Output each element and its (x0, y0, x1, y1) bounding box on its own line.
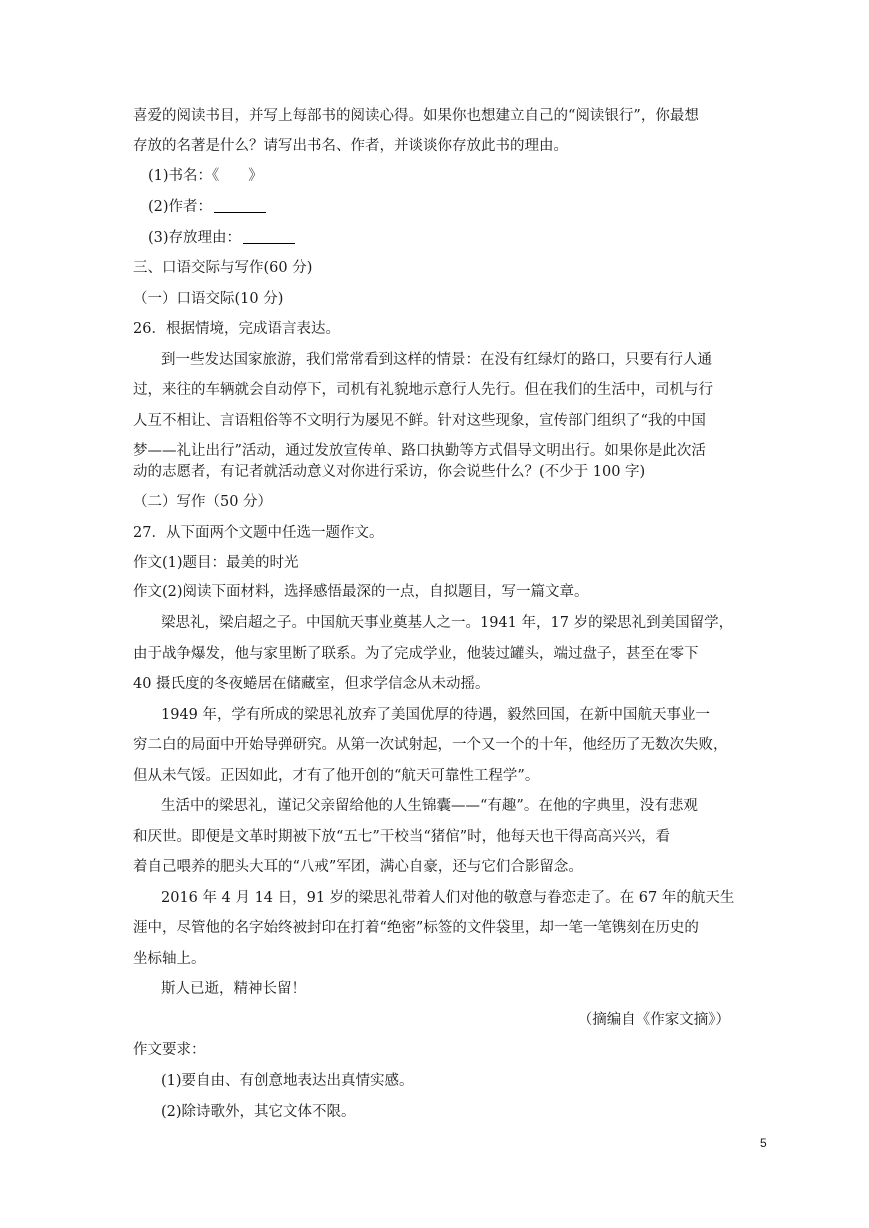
text-line: 着自己喂养的肥头大耳的“八戒”军团，满心自豪，还与它们合影留念。 (133, 859, 583, 875)
text-line: 动的志愿者，有记者就活动意义对你进行采访，你会说些什么？(不少于 100 字) (133, 464, 646, 480)
subsection-heading: （二）写作（50 分） (133, 494, 273, 510)
answer-blank[interactable] (214, 198, 266, 213)
source-citation: （摘编自《作家文摘》） (577, 1012, 730, 1028)
subsection-heading: （一）口语交际(10 分) (133, 291, 284, 307)
text-line: 由于战争爆发，他与家里断了联系。为了完成学业，他装过罐头，端过盘子，甚至在零下 (133, 646, 699, 662)
text-line: 穷二白的局面中开始导弹研究。从第一次试射起，一个又一个的十年，他经历了无数次失败， (133, 737, 728, 753)
requirements-heading: 作文要求： (133, 1042, 206, 1058)
text-line: (1)书名：《 》 (148, 168, 263, 184)
author-label: (2)作者： (148, 199, 213, 215)
text-line: 1949 年，学有所成的梁思礼放弃了美国优厚的待遇，毅然回国，在新中国航天事业一 (161, 707, 711, 723)
text-line: 存放的名著是什么？请写出书名、作者，并谈谈你存放此书的理由。 (133, 138, 568, 154)
text-line: 和厌世。即便是文革时期被下放“五七”干校当“猪倌”时，他每天也干得高高兴兴，看 (133, 829, 671, 845)
text-line (0, 197, 869, 217)
text-line: 作文(1)题目：最美的时光 (133, 555, 299, 571)
text-line: 2016 年 4 月 14 日，91 岁的梁思礼带着人们对他的敬意与眷恋走了。在 67 年的航天生 (161, 890, 735, 906)
answer-blank[interactable] (243, 229, 295, 244)
text-line: 喜爱的阅读书目，并写上每部书的阅读心得。如果你也想建立自己的“阅读银行”，你最想 (133, 108, 699, 124)
text-line: 涯中，尽管他的名字始终被封印在打着“绝密”标签的文件袋里，却一笔一笔镌刻在历史的 (133, 920, 699, 936)
requirement-item: (2)除诗歌外，其它文体不限。 (161, 1104, 356, 1120)
question-title: 26．根据情境，完成语言表达。 (133, 321, 340, 337)
text-line: 到一些发达国家旅游，我们常常看到这样的情景：在没有红绿灯的路口，只要有行人通 (161, 352, 712, 368)
text-line: 人互不相让、言语粗俗等不文明行为屡见不鲜。针对这些现象，宣传部门组织了“我的中国 (133, 413, 706, 429)
page-number: 5 (760, 1136, 767, 1150)
text-line: 过，来往的车辆就会自动停下，司机有礼貌地示意行人先行。但在我们的生活中，司机与行 (133, 382, 713, 398)
section-heading: 三、口语交际与写作(60 分) (133, 260, 313, 276)
question-title: 27．从下面两个文题中任选一题作文。 (133, 525, 384, 541)
text-line: 生活中的梁思礼，谨记父亲留给他的人生锦囊——“有趣”。在他的字典里，没有悲观 (161, 798, 698, 814)
text-line: 梁思礼，梁启超之子。中国航天事业奠基人之一。1941 年，17 岁的梁思礼到美国留学， (161, 615, 734, 631)
reason-label: (3)存放理由： (148, 230, 242, 246)
requirement-item: (1)要自由、有创意地表达出真情实感。 (161, 1073, 414, 1089)
text-line: 但从未气馁。正因如此，才有了他开创的“航天可靠性工程学”。 (133, 768, 540, 784)
text-line: 作文(2)阅读下面材料，选择感悟最深的一点，自拟题目，写一篇文章。 (133, 584, 589, 600)
text-line: 坐标轴上。 (133, 951, 206, 967)
text-line (0, 228, 869, 248)
text-line: 梦——礼让出行”活动，通过发放宣传单、路口执勤等方式倡导文明出行。如果你是此次活 (133, 443, 706, 459)
text-line: 斯人已逝，精神长留！ (161, 981, 306, 997)
text-line: 40 摄氏度的冬夜蜷居在储藏室，但求学信念从未动摇。 (133, 676, 490, 692)
